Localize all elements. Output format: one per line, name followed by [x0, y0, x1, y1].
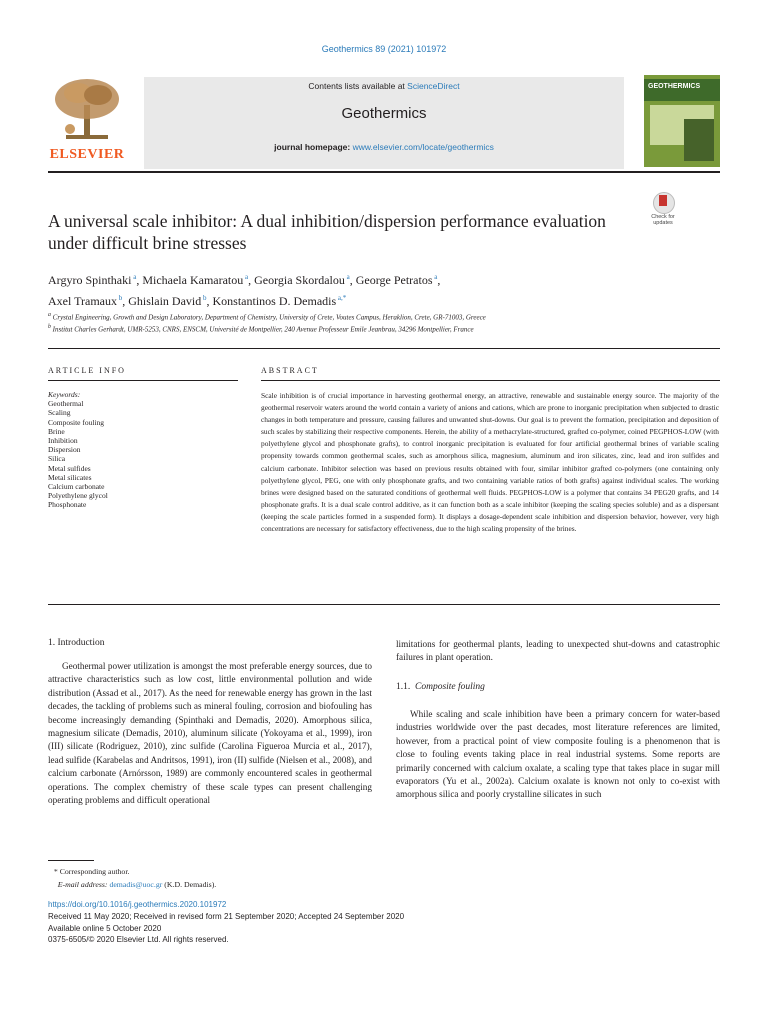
keywords-label: Keywords:	[48, 390, 81, 399]
homepage-link[interactable]: www.elsevier.com/locate/geothermics	[352, 142, 494, 152]
author-affiliation-marker[interactable]: a,*	[336, 294, 347, 302]
journal-cover[interactable]	[644, 75, 720, 167]
author-name[interactable]: Michaela Kamaratou	[142, 273, 244, 287]
author-affiliation-marker[interactable]: b	[117, 294, 123, 302]
article-info-heading: ARTICLE INFO	[48, 366, 126, 375]
affiliation-marker: a	[48, 312, 51, 318]
right-column-continuation	[396, 638, 720, 665]
subsection-title: Composite fouling	[415, 682, 485, 692]
keyword: Polyethylene glycol	[48, 491, 108, 501]
section-heading-introduction: 1. Introduction	[48, 638, 105, 648]
intro-paragraph: Geothermal power utilization is amongst the most preferable energy sources, due to attractive characteristics such as low cost, little environmental pollution and wide distribution (Assad et al., 2017). As the need for renewable energy has grown in the last decades, the tackling of problems such as mineral fouling, corrosion and biofouling has become increasingly demanding (Spinthaki and Demadis, 2020). Amorphous silica, magnesium silicate (Demadis, 2010), aluminum silicate (Yokoyama et al., 1999), iron (III) silicate (Rodriguez, 2010), zinc sulfide (Carolina Figueroa Murcia et al., 2017), lead sulfide (Karabelas and Andritsos, 1991), iron (II) sulfide (Nielsen et al., 2008), and calcium carbonate (Arnórsson, 1989) are commonly encountered scales in geothermal operations. The complex chemistry of these scale types can present challenging operating problems and difficult operational	[48, 661, 372, 806]
author-separator: ,	[122, 294, 129, 308]
author-affiliation-marker[interactable]: a	[432, 273, 438, 281]
author-name[interactable]: Argyro Spinthaki	[48, 273, 132, 287]
keywords-block	[48, 390, 238, 510]
keyword: Inhibition	[48, 436, 78, 446]
subsection-number: 1.1.	[396, 682, 411, 692]
keyword: Scaling	[48, 408, 71, 418]
affiliation-a	[48, 310, 720, 322]
keyword: Brine	[48, 426, 65, 436]
abstract-heading: ABSTRACT	[261, 366, 319, 375]
homepage-prefix: journal homepage:	[274, 142, 353, 152]
keyword: Composite fouling	[48, 417, 105, 427]
author-affiliation-marker[interactable]: a	[243, 273, 249, 281]
keyword: Calcium carbonate	[48, 482, 105, 492]
keyword: Dispersion	[48, 445, 81, 455]
keywords-list	[48, 399, 238, 509]
keyword: Silica	[48, 454, 66, 464]
author-name[interactable]: Konstantinos D. Demadis	[212, 294, 337, 308]
author-list	[48, 268, 608, 310]
author-affiliation-marker[interactable]: b	[201, 294, 207, 302]
article-info-rule	[48, 380, 238, 381]
corresponding-text: Corresponding author.	[59, 867, 130, 876]
author-separator: ,	[248, 273, 255, 287]
doi-link[interactable]: https://doi.org/10.1016/j.geothermics.2020.101972	[48, 900, 227, 909]
affiliation-marker: b	[48, 324, 51, 331]
check-updates-label: Check for updates	[651, 214, 675, 226]
keyword: Geothermal	[48, 399, 84, 409]
email-suffix: (K.D. Demadis).	[164, 879, 217, 889]
abstract-bottom-rule	[48, 604, 720, 605]
cover-image-secondary	[684, 119, 714, 161]
journal-name: Geothermics	[341, 105, 427, 122]
copyright: 0375-6505/© 2020 Elsevier Ltd. All rights reserved.	[48, 935, 229, 945]
author-name[interactable]: Georgia Skordalou	[254, 273, 345, 287]
subsection-heading	[396, 682, 485, 692]
abstract-text: Scale inhibition is of crucial importance in harvesting geothermal energy, an attractive, renewable and sustainable energy source. The majority of the geothermal reservoir waters around the world contain a variety of anions and cations, which are prone to inorganic precipitation when subjected to drastic changes in both temperature and pressure, causing failures and unwanted shut-downs. Our goal is to prevent the formation, precipitation and deposition of such scales by stabilizing their respective components. Herein, the ability of a methacrylate-structured, grafted co-polymer, coined PEGPHOS-LOW (with polyethylene glycol and phosphonate grafts), to control inorganic precipitation is evaluated for four artificial geothermal brines of variable scaling propensity towards common geothermal scales, such as amorphous silica, magnesium, aluminum and iron silicates, zinc, lead and iron sulfides and calcium carbonate. Inhibitor selection was based on previous results obtained with four, similar inhibitor grafted co-polymers (one containing only polyethylene glycol, PEG, one with only phosphonate grafts, and two containing variable ratios of both grafts) against individual scales. The working brines were designed based on the saturated conditions of geothermal well fluids. PEGPHOS-LOW is a polymer that contains 34 PEG20 grafts, and 14 phosphonate grafts. It is a dual scale control additive, as it can function both as a scale inhibitor (keeping the scaling species soluble) and as a dispersant (keeping the scale particles formed in a suspended form). It displays a dosage-dependent scale inhibition and dispersion behavior, however, very high concentrations are necessary for satisfactory effectiveness, due to the high scaling propensity of the brines.	[261, 391, 719, 534]
author-separator: ,	[437, 273, 441, 287]
contents-line	[144, 81, 624, 91]
author-affiliation-marker[interactable]: a	[131, 273, 137, 281]
composite-fouling-column	[396, 708, 720, 802]
keyword: Phosphonate	[48, 500, 87, 510]
author-separator: ,	[349, 273, 356, 287]
author-name[interactable]: Axel Tramaux	[48, 294, 117, 308]
sciencedirect-link[interactable]: ScienceDirect	[407, 81, 460, 91]
check-for-updates-badge[interactable]	[646, 192, 680, 232]
affiliation-b	[48, 322, 720, 334]
section-divider	[48, 348, 720, 349]
received-dates: Received 11 May 2020; Received in revised form 21 September 2020; Accepted 24 September 2020	[48, 911, 405, 921]
composite-fouling-paragraph: While scaling and scale inhibition have been a primary concern for water-based industries worldwide over the past decades, most literature references are limited, however, from a practical point of view composite fouling is a phenomenon that is close to fouling events taking place in real industrial systems. Some reports are primarily concerned with calcium oxalate, a scaling type that takes place in sugar mill evaporators (Yu et al., 2002a). Calcium oxalate is known not only to co-exist with amorphous silica and poorly crystalline silicates in such	[396, 709, 720, 800]
footnote	[48, 866, 378, 891]
corresponding-author-note: * Corresponding author.	[48, 867, 130, 876]
keyword: Metal silicates	[48, 472, 92, 482]
homepage-line	[144, 142, 624, 152]
keyword: Metal sulfides	[48, 463, 91, 473]
author-separator: ,	[206, 294, 213, 308]
affiliation-text: Institut Charles Gerhardt, UMR-5253, CNRS, ENSCM, Université de Montpellier, 240 Avenue Professeur Emile Jeanbrau, 34296 Montpellier, France	[52, 325, 474, 334]
author-affiliation-marker[interactable]: a	[344, 273, 350, 281]
email-note	[48, 879, 378, 892]
abstract-rule	[261, 380, 720, 381]
email-label: E-mail address:	[57, 879, 108, 889]
email-link[interactable]: demadis@uoc.gr	[109, 879, 163, 889]
cover-title: GEOTHERMICS	[648, 83, 701, 90]
continuation-text: limitations for geothermal plants, leading to unexpected shut-downs and catastrophic failures in plant operation.	[396, 639, 720, 663]
journal-citation[interactable]: Geothermics 89 (2021) 101972	[321, 44, 447, 54]
author-name[interactable]: George Petratos	[355, 273, 433, 287]
available-online: Available online 5 October 2020	[48, 923, 162, 933]
affiliations	[48, 310, 720, 335]
author-name[interactable]: Ghislain David	[128, 294, 202, 308]
article-title: A universal scale inhibitor: A dual inhibition/dispersion performance evaluation under difficult brine stresses	[48, 211, 606, 253]
introduction-column	[48, 660, 372, 807]
elsevier-tree-icon	[48, 75, 126, 147]
elsevier-logo[interactable]	[48, 75, 126, 169]
article-history	[48, 899, 720, 946]
affiliation-text: Crystal Engineering, Growth and Design Laboratory, Department of Chemistry, University of Crete, Voutes Campus, Heraklion, Crete, GR-71003, Greece	[52, 313, 486, 322]
masthead	[144, 77, 624, 169]
bookmark-icon	[659, 195, 667, 206]
author-separator: ,	[136, 273, 143, 287]
elsevier-wordmark: ELSEVIER	[49, 147, 125, 162]
footnote-rule	[48, 860, 94, 861]
journal-header	[48, 75, 720, 173]
contents-prefix: Contents lists available at	[308, 81, 408, 91]
